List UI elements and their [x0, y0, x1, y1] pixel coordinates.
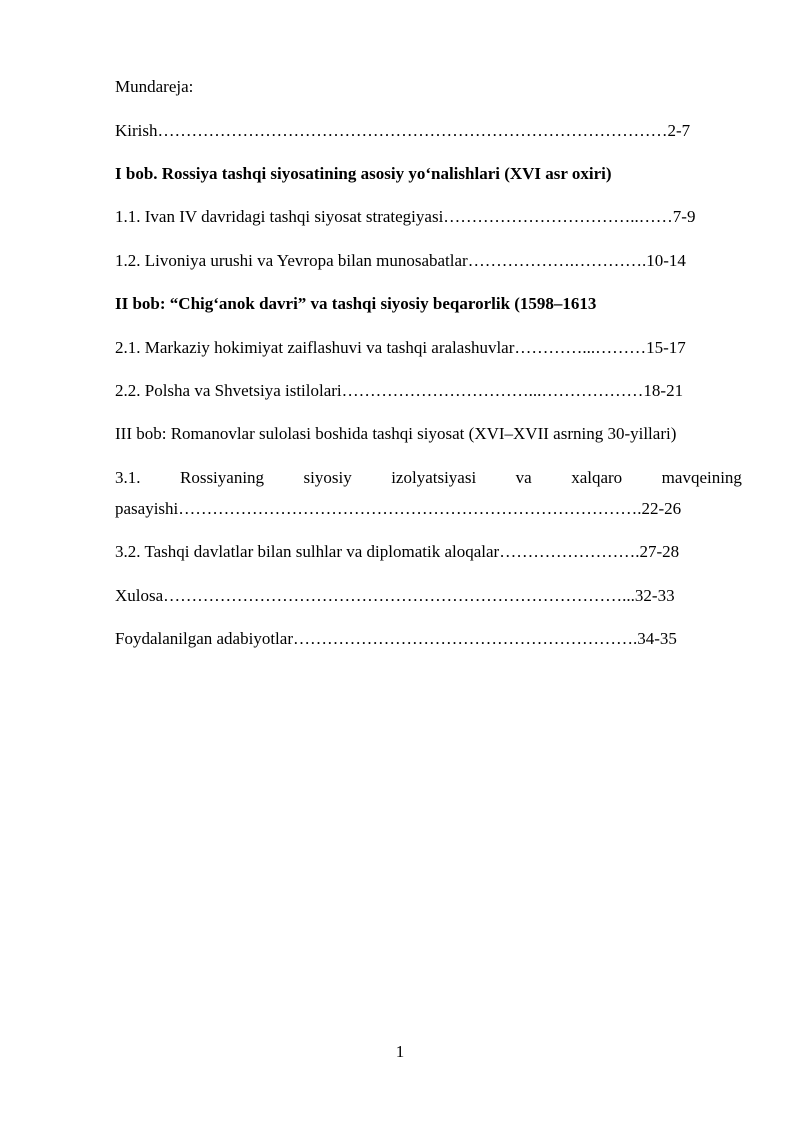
- toc-chapter-3: III bob: Romanovlar sulolasi boshida tashqi siyosat (XVI–XVII asrning 30-yillari): [115, 424, 677, 443]
- page-number: 1: [395, 1042, 405, 1061]
- toc-entry-2-1: 2.1. Markaziy hokimiyat zaiflashuvi va tashqi aralashuvlar…………...………15-17: [115, 338, 686, 357]
- toc-entry-conclusion: Xulosa………………………………………………………………………...32-33: [115, 586, 675, 605]
- toc-word: xalqaro: [571, 468, 623, 487]
- toc-word: 3.1.: [115, 468, 141, 487]
- toc-word: Rossiyaning: [179, 468, 265, 487]
- toc-chapter-1: I bob. Rossiya tashqi siyosatining asosiy yo‘nalishlari (XVI asr oxiri): [115, 164, 612, 183]
- toc-entry-1-2: 1.2. Livoniya urushi va Yevropa bilan munosabatlar……………….………….10-14: [115, 251, 686, 270]
- toc-word: va: [515, 468, 532, 487]
- toc-entry-introduction: Kirish………………………………………………………………………………2-7: [115, 121, 691, 140]
- toc-word: siyosiy: [303, 468, 352, 487]
- toc-heading: Mundareja:: [115, 77, 194, 96]
- toc-word: izolyatsiyasi: [391, 468, 477, 487]
- toc-entry-1-1: 1.1. Ivan IV davridagi tashqi siyosat strategiyasi……………………………..……7-9: [115, 207, 696, 226]
- toc-entry-references: Foydalanilgan adabiyotlar…………………………………………………….34-35: [115, 629, 677, 648]
- toc-entry-2-2: 2.2. Polsha va Shvetsiya istilolari……………………………...………………18-21: [115, 381, 684, 400]
- toc-entry-3-1-line-2: pasayishi……………………………………………………………………….22-26: [115, 499, 682, 518]
- toc-chapter-2: II bob: “Chig‘anok davri” va tashqi siyosiy beqarorlik (1598–1613: [115, 294, 597, 313]
- toc-entry-3-1-line-1: [115, 468, 742, 488]
- toc-word: mavqeining: [661, 468, 742, 487]
- toc-entry-3-2: 3.2. Tashqi davlatlar bilan sulhlar va diplomatik aloqalar…………………….27-28: [115, 542, 680, 561]
